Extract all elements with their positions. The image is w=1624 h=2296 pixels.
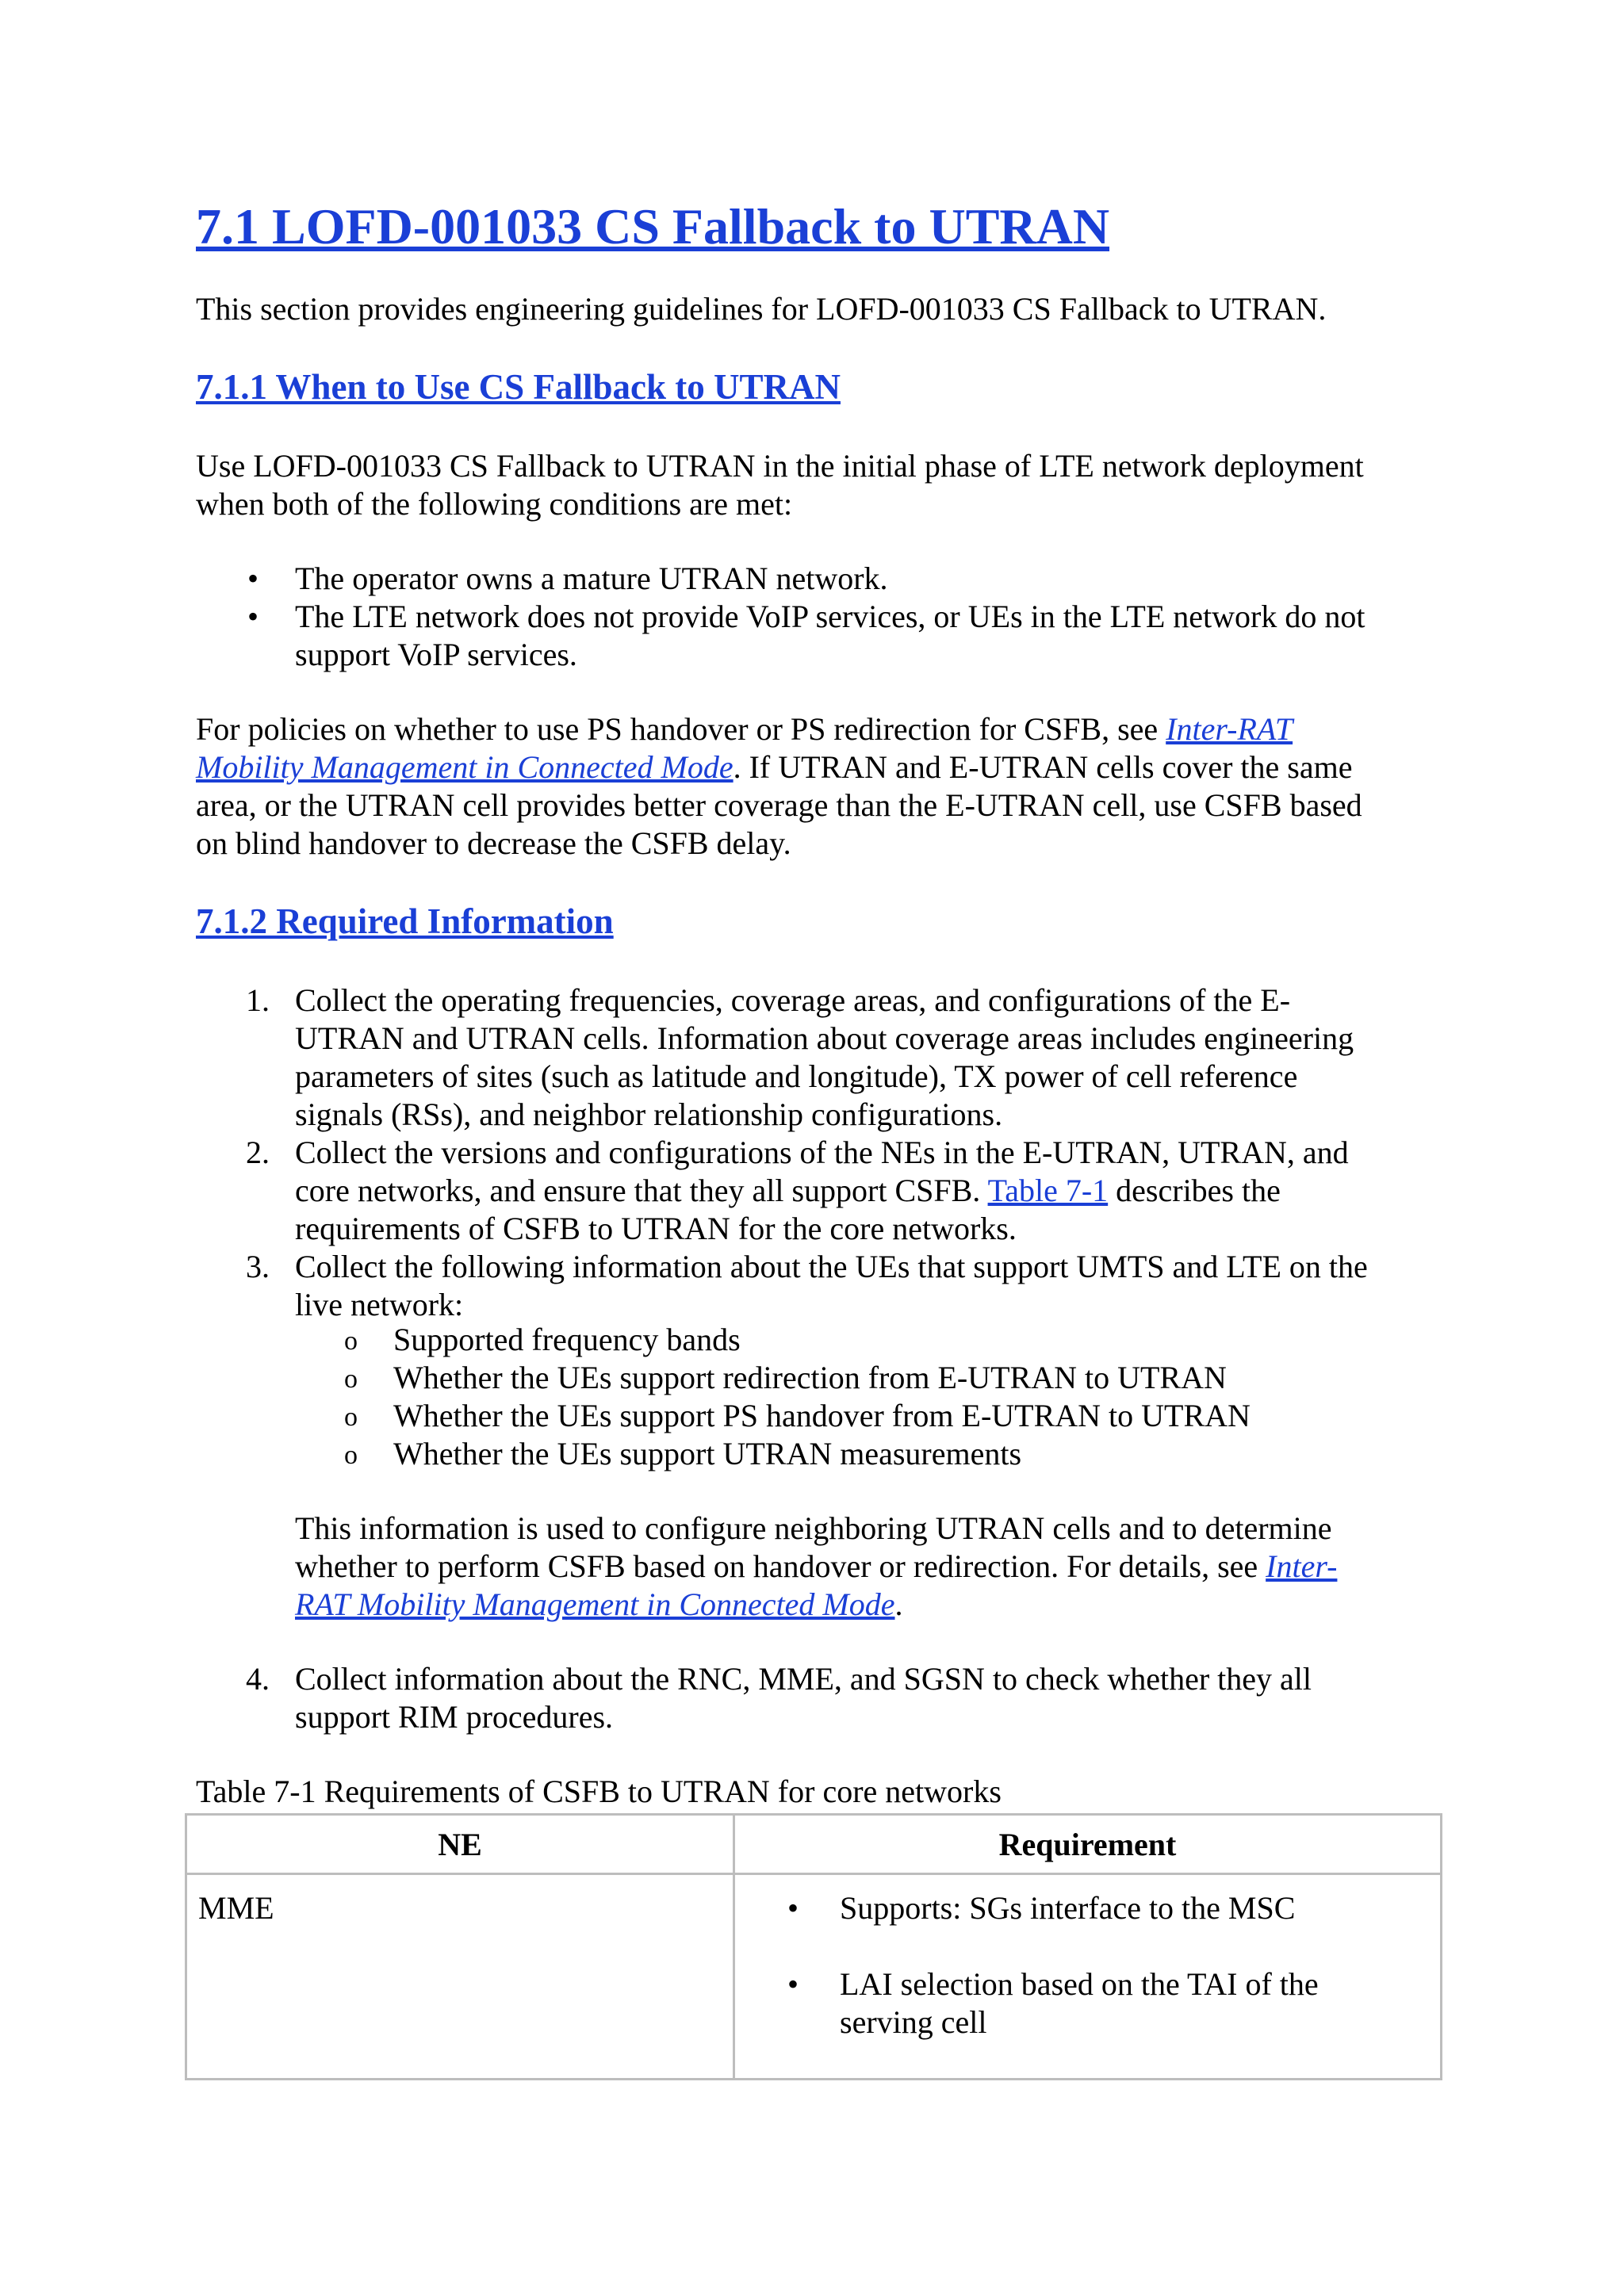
condition-bullet-1: The operator owns a mature UTRAN network. [295,561,888,596]
table-caption: Table 7-1 Requirements of CSFB to UTRAN for core networks [196,1774,1002,1809]
sub-bullet-marker: o [344,1364,358,1394]
sub-bullet-marker: o [344,1402,358,1432]
item4-line1: Collect information about the RNC, MME, and SGSN to check whether they all [295,1661,1312,1697]
table-header-row [186,1815,1442,1874]
requirement-item-2-line2: serving cell [840,2004,987,2040]
ne-value: MME [198,1890,274,1926]
policy-line2: Mobility Management in Connected Mode. If UTRAN and E-UTRAN cells cover the same [196,749,1353,785]
requirements-table [185,1813,1442,2080]
section-heading[interactable] [196,195,1109,258]
bullet-marker: • [247,561,259,596]
ue-info-subitem-3: Whether the UEs support PS handover from E-UTRAN to UTRAN [393,1398,1251,1433]
sub-bullet-marker: o [344,1326,358,1356]
bullet-marker: • [787,1890,799,1926]
item3-note-line3: RAT Mobility Management in Connected Mode. [295,1586,903,1622]
item2-line2: core networks, and ensure that they all support CSFB. Table 7-1 describes the [295,1173,1281,1208]
item1-line1: Collect the operating frequencies, coverage areas, and configurations of the E- [295,982,1291,1018]
item1-line3: parameters of sites (such as latitude and longitude), TX power of cell reference [295,1058,1298,1094]
item3-line1: Collect the following information about the UEs that support UMTS and LTE on the [295,1249,1368,1284]
mobility-management-link-2[interactable]: RAT Mobility Management in Connected Mode [295,1586,895,1622]
policy-line4: on blind handover to decrease the CSFB delay. [196,825,791,861]
policy-line1: For policies on whether to use PS handover or PS redirection for CSFB, see Inter-RAT [196,711,1293,747]
item1-line4: signals (RSs), and neighbor relationship configurations. [295,1096,1003,1132]
sub-bullet-marker: o [344,1441,358,1470]
cell-ne [186,1874,734,2080]
list-number: 4. [246,1661,270,1697]
ue-info-subitem-2: Whether the UEs support redirection from E-UTRAN to UTRAN [393,1360,1227,1395]
item2-line3: requirements of CSFB to UTRAN for the core networks. [295,1211,1017,1246]
subsection-heading-2-link[interactable]: 7.1.2 Required Information [196,901,614,941]
requirement-item-2-line1: LAI selection based on the TAI of the [840,1966,1319,2002]
header-requirement: Requirement [734,1815,1442,1874]
usage-paragraph-line1: Use LOFD-001033 CS Fallback to UTRAN in the initial phase of LTE network deployment [196,448,1364,484]
item4-line2: support RIM procedures. [295,1699,614,1735]
item3-note-line2: whether to perform CSFB based on handover or redirection. For details, see Inter- [295,1548,1338,1584]
inter-rat-link-2[interactable]: Inter- [1266,1548,1338,1584]
requirement-item-1: Supports: SGs interface to the MSC [840,1890,1296,1926]
list-number: 2. [246,1135,270,1170]
item3-note-line1: This information is used to configure neighboring UTRAN cells and to determine [295,1510,1332,1546]
item2-line1: Collect the versions and configurations of the NEs in the E-UTRAN, UTRAN, and [295,1135,1349,1170]
list-number: 1. [246,982,270,1018]
item1-line2: UTRAN and UTRAN cells. Information about coverage areas includes engineering [295,1020,1354,1056]
subsection-heading-1-link[interactable]: 7.1.1 When to Use CS Fallback to UTRAN [196,367,841,407]
item3-line2: live network: [295,1287,464,1322]
subsection-heading-1[interactable] [196,365,841,409]
condition-bullet-2-line2: support VoIP services. [295,637,577,672]
bullet-marker: • [787,1966,799,2002]
ue-info-subitem-1: Supported frequency bands [393,1322,741,1357]
list-number: 3. [246,1249,270,1284]
header-ne: NE [186,1815,734,1874]
table-7-1-link[interactable]: Table 7-1 [987,1173,1109,1208]
bullet-marker: • [247,599,259,634]
mobility-management-link[interactable]: Mobility Management in Connected Mode [196,749,733,785]
ue-info-subitem-4: Whether the UEs support UTRAN measurements [393,1436,1022,1471]
intro-paragraph: This section provides engineering guidelines for LOFD-001033 CS Fallback to UTRAN. [196,291,1327,327]
inter-rat-link[interactable]: Inter-RAT [1166,711,1293,747]
table-row [186,1874,1442,2080]
subsection-heading-2[interactable] [196,899,614,943]
policy-line3: area, or the UTRAN cell provides better coverage than the E-UTRAN cell, use CSFB based [196,787,1362,823]
usage-paragraph-line2: when both of the following conditions are met: [196,486,793,522]
section-heading-link[interactable]: 7.1 LOFD-001033 CS Fallback to UTRAN [196,198,1110,254]
condition-bullet-2-line1: The LTE network does not provide VoIP services, or UEs in the LTE network do not [295,599,1365,634]
cell-requirement [734,1874,1442,2080]
